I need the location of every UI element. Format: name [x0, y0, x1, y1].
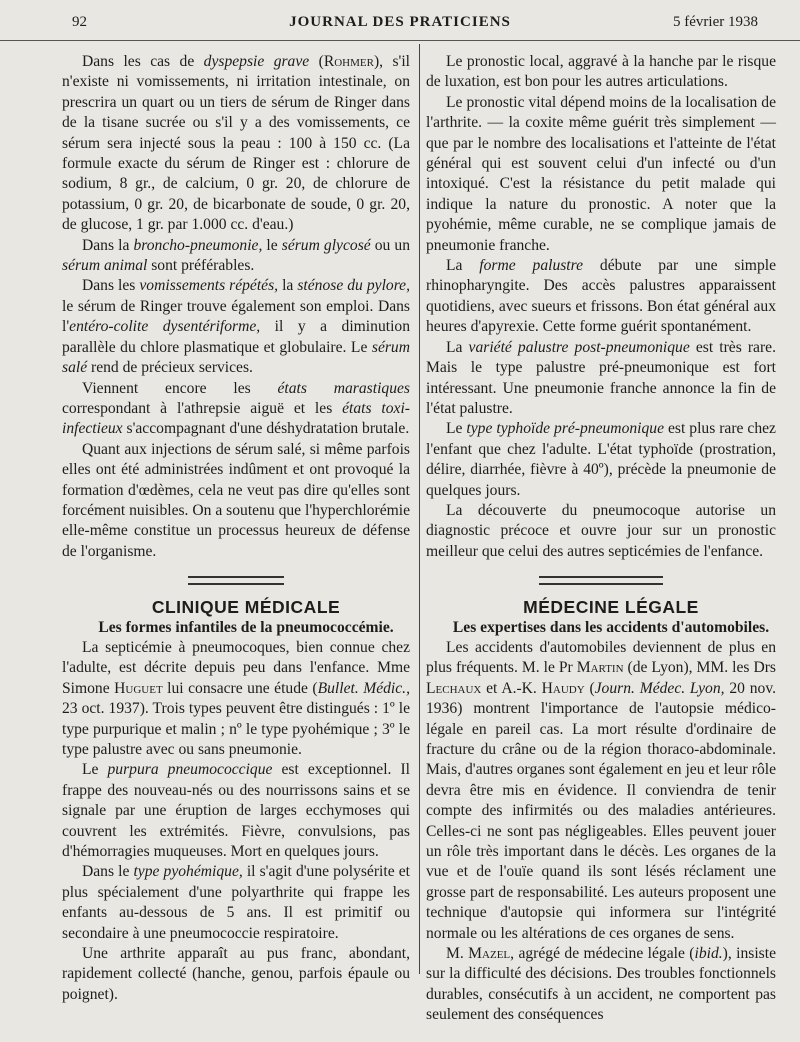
right-column [426, 52, 776, 1026]
journal-title: JOURNAL DES PRATICIENS [289, 14, 511, 30]
section-divider [188, 576, 284, 585]
paragraph: Dans les cas de dyspepsie grave (Rohmer), s'il n'existe ni vomissements, ni irritation intestinale, on prescrira un quart ou un tiers de sérum de Ringer dans de la tisane sucrée ou s'il y a des vomissements, ce sérum sera injecté sous la peau : 100 à 150 cc. (La formule exacte du sérum de Ringer est : chlorure de sodium, 8 gr., de calcium, 0 gr. 20, de chlorure de potassium, 0 gr. 20, de bicarbonate de soude, 0 gr. 20, de glucose, 1 gr. par 1.000 cc. d'eau.) [62, 53, 410, 234]
paragraph: Le purpura pneumococcique est exceptionnel. Il frappe des nouveau-nés ou des nourrissons sains et se signale par une éruption de larges ecchymoses qui couvrent les extrémités. Fièvre, convulsions, pas d'hémorragies muqueuses. Mort en quelques jours. [62, 761, 410, 861]
page-header [0, 0, 800, 41]
paragraph: Dans le type pyohémique, il s'agit d'une polysérite et plus spécialement d'une polyarthrite qui frappe les enfants au-dessous de 5 ans. Il est primitif ou secondaire à une pneumococcie respiratoire. [62, 863, 410, 942]
paragraph: Viennent encore les états marastiques correspondant à l'athrepsie aiguë et les états toxi-infectieux s'accompagnant d'une déshydratation brutale. [62, 379, 410, 438]
paragraph: M. Mazel, agrégé de médecine légale (ibid.), insiste sur la difficulté des décisions. Des troubles fonctionnels durables, consécutifs à un accident, ne comportent pas seulement des conséquences [426, 945, 777, 1024]
paragraph: La variété palustre post-pneumonique est très rare. Mais le type palustre pré-pneumonique est fort intéressant. Une pneumonie franche annonce la fin de l'état palustre. [426, 338, 776, 417]
page-number: 92 [72, 14, 87, 30]
paragraph: La forme palustre débute par une simple rhinopharyngite. Des accès palustres apparaissent quotidiens, avec sueurs et frissons. Bon état général aux heures d'apyrexie. Cette forme guérit spontanément. [426, 257, 776, 336]
section-title: MÉDECINE LÉGALE [523, 597, 699, 618]
left-column [62, 52, 410, 1005]
paragraph: Le pronostic local, aggravé à la hanche par le risque de luxation, est bon pour les autres articulations. [426, 53, 776, 91]
section-divider [539, 576, 663, 585]
paragraph: Les accidents d'automobiles deviennent de plus en plus fréquents. M. le Pr Martin (de Lyon), MM. les Drs Lechaux et A.-K. Haudy (Journ. Médec. Lyon, 20 nov. 1936) montrent l'importance de l'autopsie médico-légale en pareil cas. La mort résulte d'ordinaire de fracture du crâne ou de la région thoraco-abdominale. Mais, d'autres organes sont également en jeu et leur rôle devra être mis en évidence. Il conviendra de tenir compte des infirmités ou des maladies antérieures. Celles-ci ne sont pas négligeables. Elles peuvent jouer un rôle très important dans le décès. Les organes de la vue et de l'ouïe quand ils sont lésés réclament une grosse part de responsabilité. Les auteurs proposent une technique d'autopsie qui informera sur l'intégrité normale ou les altérations de ces organes de sens. [426, 638, 776, 942]
paragraph: Le pronostic vital dépend moins de la localisation de l'arthrite. — la coxite même guérit très simplement — que par le nombre des localisations et l'atteinte de l'état général qui est souvent celui d'un infecté ou d'un intoxiqué. C'est la résistance du petit malade qui indique la nature du pronostic. A noter que la pyohémie, même curable, ne se complique jamais de pneumonie franche. [426, 93, 776, 254]
column-divider [419, 44, 420, 974]
paragraph: Une arthrite apparaît au pus franc, abondant, rapidement collecté (hanche, genou, parfois épaule ou poignet). [62, 945, 410, 1003]
paragraph: La septicémie à pneumocoques, bien connue chez l'adulte, est décrite depuis peu dans l'enfance. Mme Simone Huguet lui consacre une étude (Bullet. Médic., 23 oct. 1937). Trois types peuvent être distingués : 1º le type purpurique et malin ; nº le type pyohémique ; 3º le type palustre avec ou sans pneumonie. [62, 638, 410, 758]
paragraph: Le type typhoïde pré-pneumonique est plus rare chez l'enfant que chez l'adulte. L'état typhoïde (prostration, délire, diarrhée, fièvre à 40º), précède la pneumonie de quelques jours. [426, 420, 776, 499]
paragraph: Quant aux injections de sérum salé, si même parfois elles ont été administrées indûment et ont provoqué la formation d'œdèmes, cela ne veut pas dire qu'elles sont forcément nuisibles. On a soutenu que l'hyperchlorémie elle-même constitue un processus heureux de défense de l'organisme. [62, 440, 410, 560]
issue-date: 5 février 1938 [673, 14, 758, 30]
paragraph: La découverte du pneumocoque autorise un diagnostic précoce et ouvre jour sur un pronostic meilleur que celui des autres septicémies de l'enfance. [426, 501, 776, 560]
paragraph: Dans les vomissements répétés, la sténose du pylore, le sérum de Ringer trouve également son emploi. Dans l'entéro-colite dysentériforme, il y a diminution parallèle du chlore plasmatique et globulaire. Le sérum salé rend de précieux services. [62, 277, 411, 377]
article-title: Les expertises dans les accidents d'automobiles. [452, 618, 770, 636]
paragraph: Dans la broncho-pneumonie, le sérum glycosé ou un sérum animal sont préférables. [62, 236, 410, 275]
article-title: Les formes infantiles de la pneumococcémie. [98, 618, 394, 636]
section-title: CLINIQUE MÉDICALE [151, 597, 341, 618]
